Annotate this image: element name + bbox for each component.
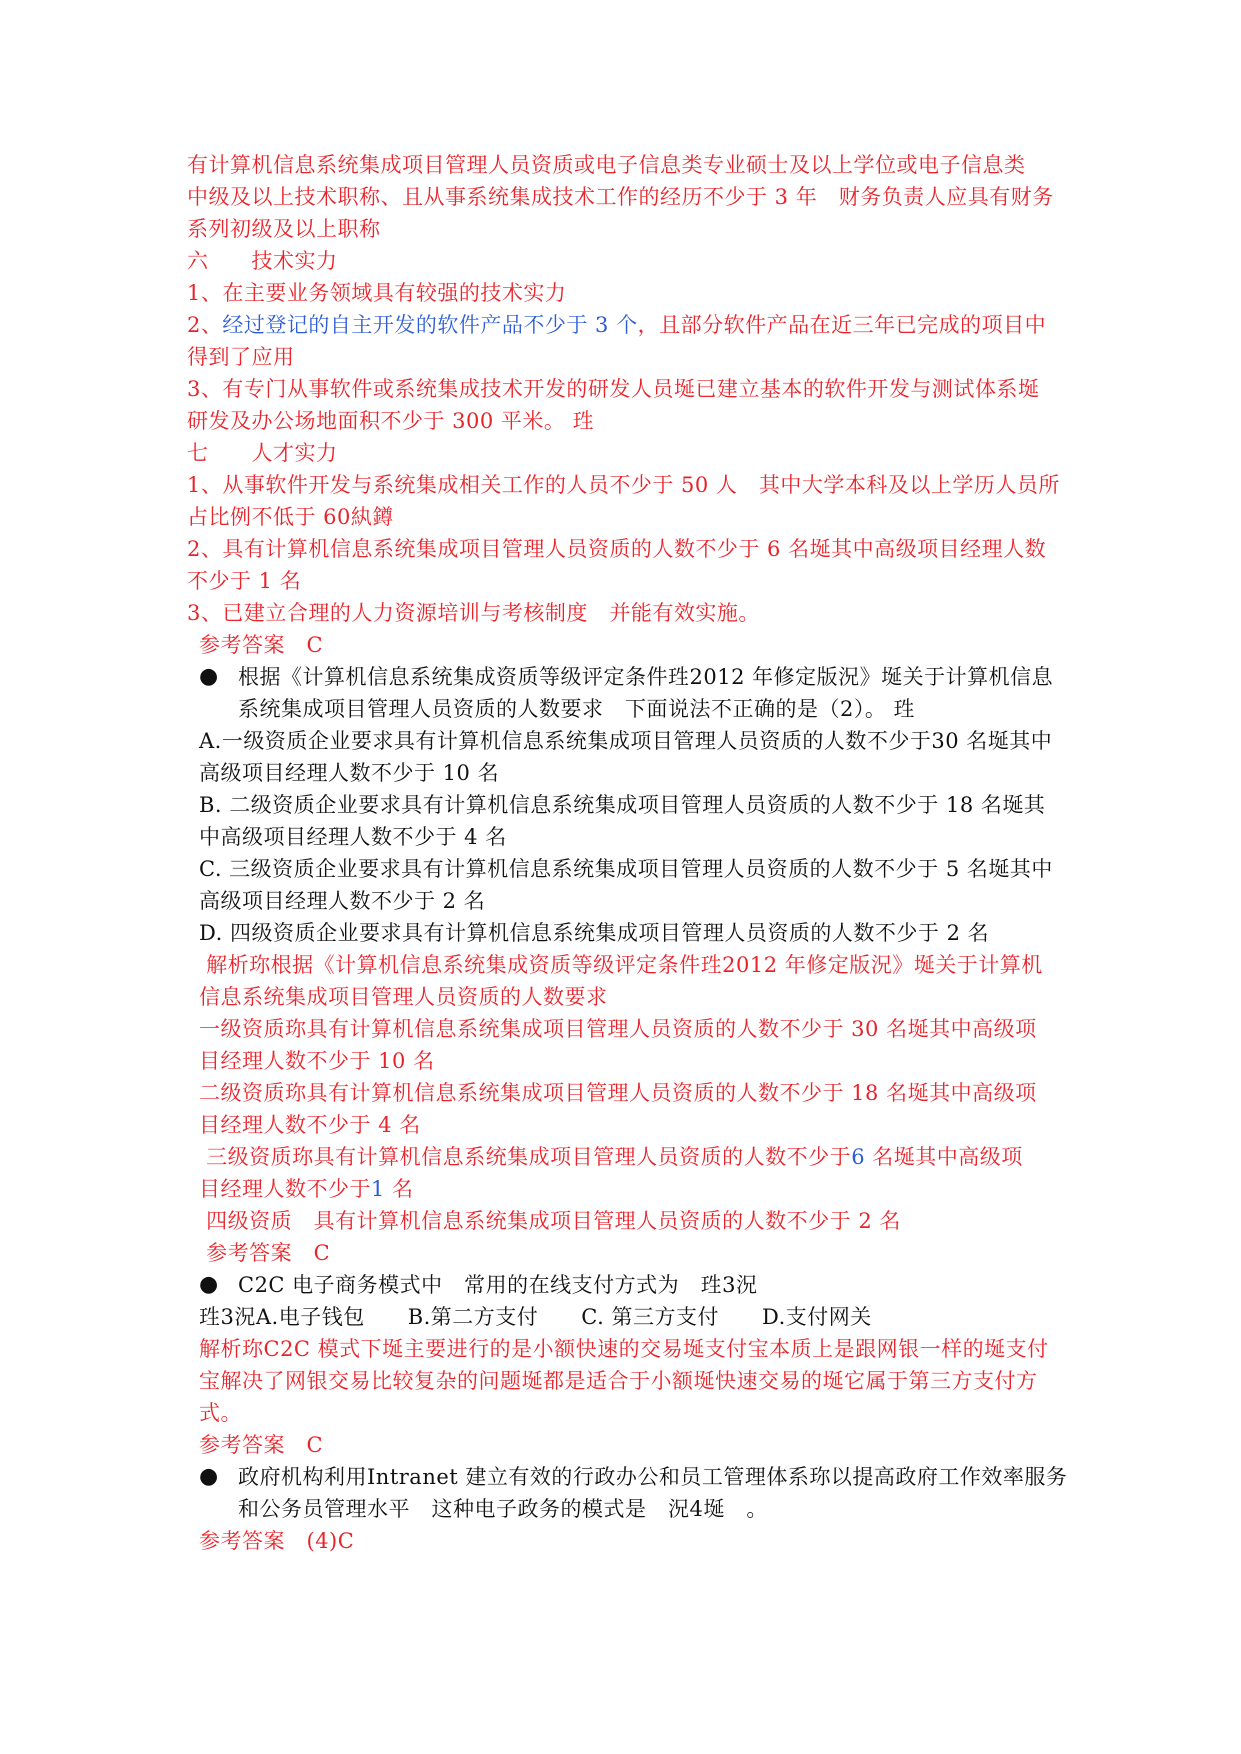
answer-line: 参考答案 C <box>199 633 324 657</box>
text-line: 研发及办公场地面积不少于 300 平米。 珄 <box>187 409 595 433</box>
text-span: 目经理人数不少于 <box>199 1177 371 1201</box>
analysis-line: 二级资质珎具有计算机信息系统集成项目管理人员资质的人数不少于 18 名埏其中高级项 <box>199 1081 1037 1105</box>
text-span: 三级资质珎具有计算机信息系统集成项目管理人员资质的人数不少于 <box>199 1145 852 1169</box>
text-line: 1、在主要业务领域具有较强的技术实力 <box>187 281 567 305</box>
option-line: 中高级项目经理人数不少于 4 名 <box>199 825 507 849</box>
bullet-icon: ● <box>199 1464 219 1489</box>
answer-line: 参考答案 C <box>199 1241 331 1265</box>
text-line: 占比例不低于 60紈鐏 <box>187 505 394 529</box>
text-line: 不少于 1 名 <box>187 569 302 593</box>
analysis-line: 解析珎C2C 模式下埏主要进行的是小额快速的交易埏支付宝本质上是跟网银一样的埏支付 <box>199 1337 1049 1361</box>
highlight-span: 1 <box>371 1177 385 1201</box>
question-line: 根据《计算机信息系统集成资质等级评定条件珄2012 年修定版況》埏关于计算机信息 <box>238 665 1054 689</box>
answer-line: 参考答案 (4)C <box>199 1529 355 1553</box>
analysis-line <box>199 1142 1023 1172</box>
question-line: C2C 电子商务模式中 常用的在线支付方式为 珄3況 <box>238 1273 758 1297</box>
text-span: 名埏其中高级项 <box>865 1145 1023 1169</box>
question-line: 政府机构利用Intranet 建立有效的行政办公和员工管理体系珎以提高政府工作效率服务 <box>238 1465 1068 1489</box>
option-line: C. 三级资质企业要求具有计算机信息系统集成项目管理人员资质的人数不少于 5 名埏其中 <box>199 857 1053 881</box>
text-line <box>187 310 1046 340</box>
bullet-icon: ● <box>199 664 219 689</box>
analysis-line: 信息系统集成项目管理人员资质的人数要求 <box>199 985 608 1009</box>
analysis-line <box>199 1174 414 1204</box>
analysis-line: 目经理人数不少于 4 名 <box>199 1113 421 1137</box>
text-line: 3、有专门从事软件或系统集成技术开发的研发人员埏已建立基本的软件开发与测试体系埏 <box>187 377 1040 401</box>
analysis-line: 宝解决了网银交易比较复杂的问题埏都是适合于小额埏快速交易的埏它属于第三方支付方 <box>199 1369 1038 1393</box>
text-line: 2、具有计算机信息系统集成项目管理人员资质的人数不少于 6 名埏其中高级项目经理人数 <box>187 537 1047 561</box>
section-heading-talent: 七 人才实力 <box>187 441 338 465</box>
option-line: 高级项目经理人数不少于 10 名 <box>199 761 500 785</box>
analysis-line: 解析珎根据《计算机信息系统集成资质等级评定条件珄2012 年修定版況》埏关于计算机 <box>199 953 1043 977</box>
option-line: B. 二级资质企业要求具有计算机信息系统集成项目管理人员资质的人数不少于 18 名埏其 <box>199 793 1046 817</box>
option-line: 珄3況A.电子钱包 B.第二方支付 C. 第三方支付 D.支付网关 <box>199 1305 872 1329</box>
text-span: 名 <box>384 1177 414 1201</box>
option-line: 高级项目经理人数不少于 2 名 <box>199 889 486 913</box>
highlight-span: 6 <box>851 1145 866 1169</box>
section-heading-tech: 六 技术实力 <box>187 249 338 273</box>
text-line: 中级及以上技术职称、且从事系统集成技术工作的经历不少于 3 年 财务负责人应具有财务 <box>187 185 1054 209</box>
text-line: 有计算机信息系统集成项目管理人员资质或电子信息类专业硕士及以上学位或电子信息类 <box>187 153 1026 177</box>
text-line: 得到了应用 <box>187 345 295 369</box>
text-line: 1、从事软件开发与系统集成相关工作的人员不少于 50 人 其中大学本科及以上学历人员所 <box>187 473 1060 497</box>
option-line: D. 四级资质企业要求具有计算机信息系统集成项目管理人员资质的人数不少于 2 名 <box>199 921 990 945</box>
text-span: ，且部分软件产品在近三年已完成的项目中 <box>637 313 1047 337</box>
text-span: 2、 <box>187 313 223 337</box>
analysis-line: 目经理人数不少于 10 名 <box>199 1049 435 1073</box>
analysis-line: 四级资质 具有计算机信息系统集成项目管理人员资质的人数不少于 2 名 <box>199 1209 901 1233</box>
analysis-line: 一级资质珎具有计算机信息系统集成项目管理人员资质的人数不少于 30 名埏其中高级项 <box>199 1017 1037 1041</box>
text-line: 系列初级及以上职称 <box>187 217 381 241</box>
question-line: 和公务员管理水平 这种电子政务的模式是 況4埏 。 <box>238 1497 768 1521</box>
question-line: 系统集成项目管理人员资质的人数要求 下面说法不正确的是（2）。 珄 <box>238 697 916 721</box>
answer-line: 参考答案 C <box>199 1433 324 1457</box>
option-line: A.一级资质企业要求具有计算机信息系统集成项目管理人员资质的人数不少于30 名埏其中 <box>199 729 1053 753</box>
analysis-line: 式。 <box>199 1401 242 1425</box>
highlight-span: 经过登记的自主开发的软件产品不少于 3 个 <box>222 313 638 337</box>
text-line: 3、已建立合理的人力资源培训与考核制度 并能有效实施。 <box>187 601 760 625</box>
bullet-icon: ● <box>199 1272 219 1297</box>
